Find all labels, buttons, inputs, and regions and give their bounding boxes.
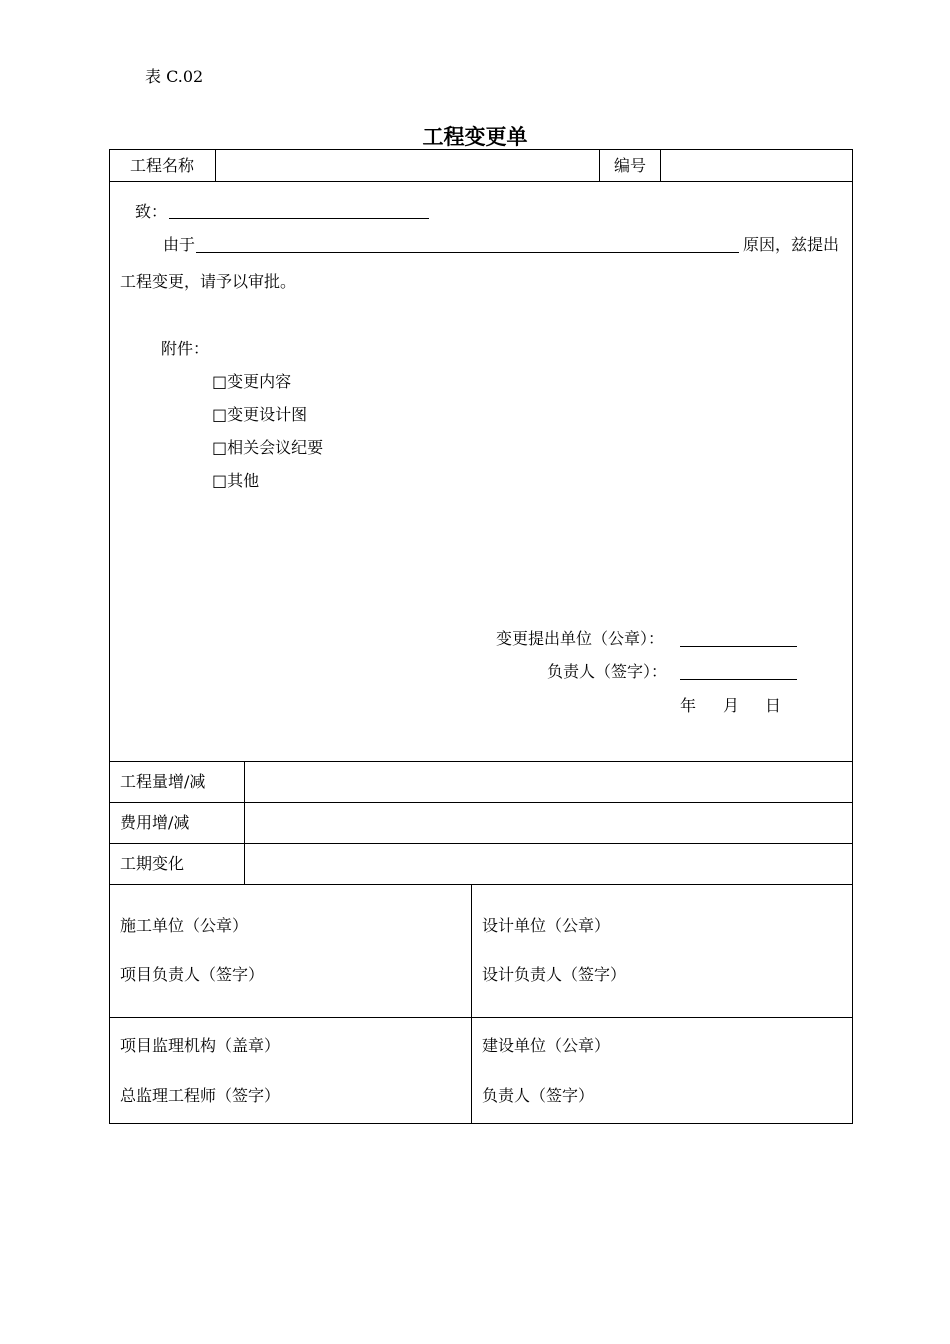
construction-unit-label: 施工单位（公章） — [120, 916, 249, 935]
divider — [215, 149, 216, 181]
divider — [109, 884, 853, 885]
to-underline[interactable] — [169, 218, 429, 219]
design-unit-label: 设计单位（公章） — [482, 916, 611, 935]
attachment-other[interactable]: □其他 — [212, 471, 260, 490]
schedule-change-label: 工期变化 — [120, 854, 185, 873]
project-name-label: 工程名称 — [130, 156, 195, 175]
date-month: 月 — [723, 696, 740, 715]
to-label: 致： — [135, 202, 168, 221]
divider — [471, 884, 472, 1124]
reason-suffix: 原因，兹提出 — [743, 235, 840, 254]
number-label: 编号 — [614, 156, 647, 175]
owner-manager-label: 负责人（签字） — [482, 1086, 595, 1105]
attachment-meeting-minutes[interactable]: □相关会议纪要 — [212, 438, 324, 457]
responsible-underline[interactable] — [680, 679, 797, 680]
attachment-change-drawing[interactable]: □变更设计图 — [212, 405, 308, 424]
divider — [109, 761, 853, 762]
responsible-label: 负责人（签字）： — [547, 662, 668, 681]
unit-seal-label: 变更提出单位（公章）： — [496, 629, 665, 648]
project-manager-label: 项目负责人（签字） — [120, 965, 265, 984]
divider — [109, 181, 853, 182]
form-code: 表 C.02 — [145, 67, 204, 86]
divider — [109, 802, 853, 803]
quantity-change-label: 工程量增/减 — [120, 772, 206, 791]
unit-seal-underline[interactable] — [680, 646, 797, 647]
date-year: 年 — [680, 696, 697, 715]
divider — [660, 149, 661, 181]
reason-line2: 工程变更，请予以审批。 — [120, 272, 297, 291]
page-title: 工程变更单 — [422, 124, 528, 149]
divider — [109, 843, 853, 844]
attachment-change-content[interactable]: □变更内容 — [212, 372, 292, 391]
owner-unit-label: 建设单位（公章） — [482, 1036, 611, 1055]
cost-change-label: 费用增/减 — [120, 813, 190, 832]
divider — [109, 1017, 853, 1018]
chief-supervisor-label: 总监理工程师（签字） — [120, 1086, 281, 1105]
attachments-label: 附件： — [161, 339, 210, 358]
design-manager-label: 设计负责人（签字） — [482, 965, 627, 984]
divider — [599, 149, 600, 181]
date-day: 日 — [765, 696, 782, 715]
reason-prefix: 由于 — [163, 235, 196, 254]
reason-underline[interactable] — [196, 252, 739, 253]
supervision-org-label: 项目监理机构（盖章） — [120, 1036, 281, 1055]
divider — [244, 761, 245, 884]
